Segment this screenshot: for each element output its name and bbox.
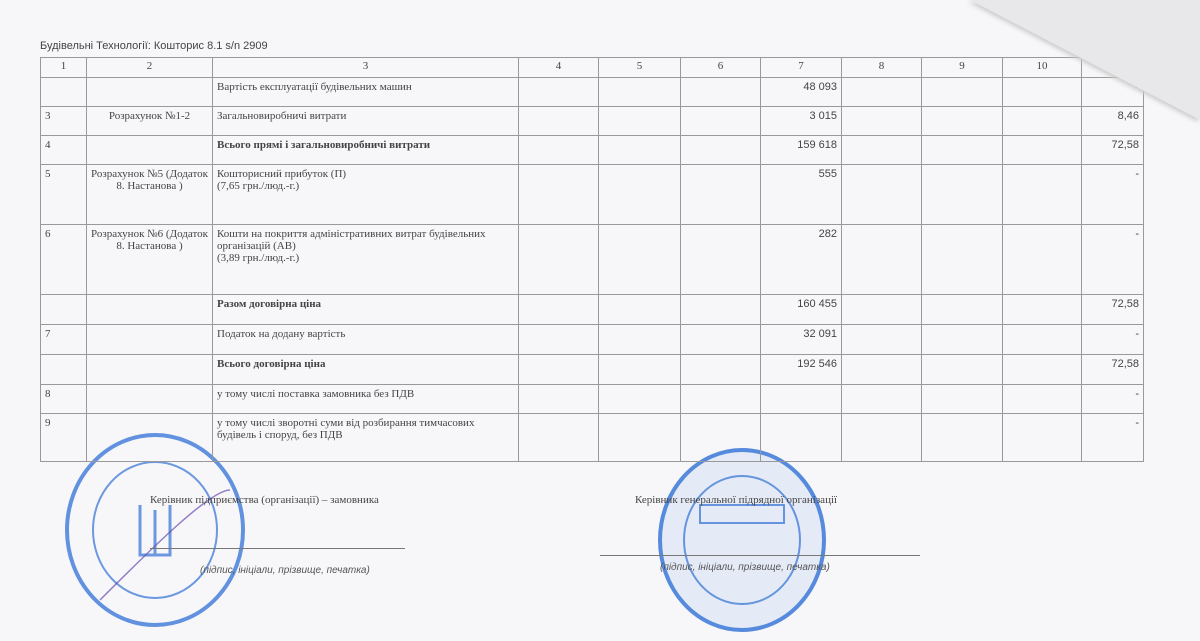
row-reference	[87, 295, 213, 325]
row-reference: Розрахунок №6 (Додаток 8. Настанова )	[87, 225, 213, 295]
row-amount: 160 455	[761, 295, 842, 325]
row-name-text: у тому числі зворотні суми від розбирання тимчасових будівель і споруд, без ПДВ	[217, 417, 475, 441]
row-name-text: Всього договірна ціна	[217, 358, 326, 370]
row-col11: -	[1082, 165, 1144, 225]
contractor-signature-label: Керівник генеральної підрядної організації	[635, 494, 838, 506]
row-amount: 3 015	[761, 107, 842, 136]
row-reference	[87, 414, 213, 462]
row-number	[41, 355, 87, 385]
row-name-text: Податок на додану вартість	[217, 328, 346, 340]
column-header: 1	[41, 58, 87, 78]
row-name	[213, 295, 519, 325]
column-header: 6	[681, 58, 761, 78]
page-fold	[970, 0, 1200, 120]
document-header: Будівельні Технології: Кошторис 8.1 s/n 2909	[40, 40, 268, 52]
row-name	[213, 355, 519, 385]
column-header: 8	[842, 58, 922, 78]
row-name	[213, 107, 519, 136]
row-reference: Розрахунок №5 (Додаток 8. Настанова )	[87, 165, 213, 225]
row-number	[41, 78, 87, 107]
row-number: 4	[41, 136, 87, 165]
column-header: 4	[519, 58, 599, 78]
row-name-text: Кошторисний прибуток (П)	[217, 168, 347, 180]
row-name-text: Загальновиробничі витрати	[217, 110, 347, 122]
row-col11: -	[1082, 325, 1144, 355]
column-header: 5	[599, 58, 681, 78]
row-name	[213, 225, 519, 295]
contractor-signature-caption: (підпис, ініціали, прізвище, печатка)	[660, 562, 830, 573]
row-col11: 72,58	[1082, 136, 1144, 165]
row-col11: 72,58	[1082, 355, 1144, 385]
row-reference: Розрахунок №1-2	[87, 107, 213, 136]
row-amount	[761, 385, 842, 414]
row-amount: 555	[761, 165, 842, 225]
contractor-signature-line	[600, 555, 920, 556]
customer-signature-caption: (підпис, ініціали, прізвище, печатка)	[200, 565, 370, 576]
row-number: 3	[41, 107, 87, 136]
row-name-text: Кошти на покриття адміністративних витрат будівельних організацій (АВ)	[217, 228, 486, 252]
row-name	[213, 325, 519, 355]
row-name-text: Всього прямі і загальновиробничі витрати	[217, 139, 431, 151]
table-row	[41, 165, 1144, 225]
row-name	[213, 78, 519, 107]
table-row	[41, 295, 1144, 325]
row-number: 7	[41, 325, 87, 355]
row-number: 6	[41, 225, 87, 295]
row-col11: 8,46	[1082, 107, 1144, 136]
row-reference	[87, 136, 213, 165]
row-amount	[761, 414, 842, 462]
row-col11: -	[1082, 385, 1144, 414]
row-name	[213, 136, 519, 165]
row-reference	[87, 385, 213, 414]
row-col11: -	[1082, 414, 1144, 462]
customer-signature-line	[150, 548, 405, 549]
row-col11: 72,58	[1082, 295, 1144, 325]
row-number: 9	[41, 414, 87, 462]
table-row	[41, 414, 1144, 462]
row-reference	[87, 325, 213, 355]
row-name	[213, 165, 519, 225]
row-amount: 282	[761, 225, 842, 295]
table-row	[41, 355, 1144, 385]
row-name-note: (7,65 грн./люд.-г.)	[217, 180, 300, 192]
table-row	[41, 136, 1144, 165]
row-name-text: у тому числі поставка замовника без ПДВ	[217, 388, 415, 400]
row-number: 5	[41, 165, 87, 225]
row-reference	[87, 78, 213, 107]
column-header: 3	[213, 58, 519, 78]
row-number	[41, 295, 87, 325]
column-header: 9	[922, 58, 1003, 78]
row-name	[213, 385, 519, 414]
row-name-text: Разом договірна ціна	[217, 298, 322, 310]
contractor-stamp	[655, 445, 830, 635]
row-name-note: (3,89 грн./люд.-г.)	[217, 252, 300, 264]
column-header: 7	[761, 58, 842, 78]
table-row	[41, 225, 1144, 295]
row-amount: 192 546	[761, 355, 842, 385]
column-header: 10	[1003, 58, 1082, 78]
table-row	[41, 325, 1144, 355]
row-amount: 159 618	[761, 136, 842, 165]
column-header: 2	[87, 58, 213, 78]
row-col11: -	[1082, 78, 1144, 107]
row-number: 8	[41, 385, 87, 414]
row-col11: -	[1082, 225, 1144, 295]
row-amount: 32 091	[761, 325, 842, 355]
row-amount: 48 093	[761, 78, 842, 107]
row-reference	[87, 355, 213, 385]
row-name	[213, 414, 519, 462]
row-name-text: Вартість експлуатації будівельних машин	[217, 81, 412, 93]
customer-signature-label: Керівник підприємства (організації) – замовника	[150, 494, 379, 506]
table-row	[41, 385, 1144, 414]
